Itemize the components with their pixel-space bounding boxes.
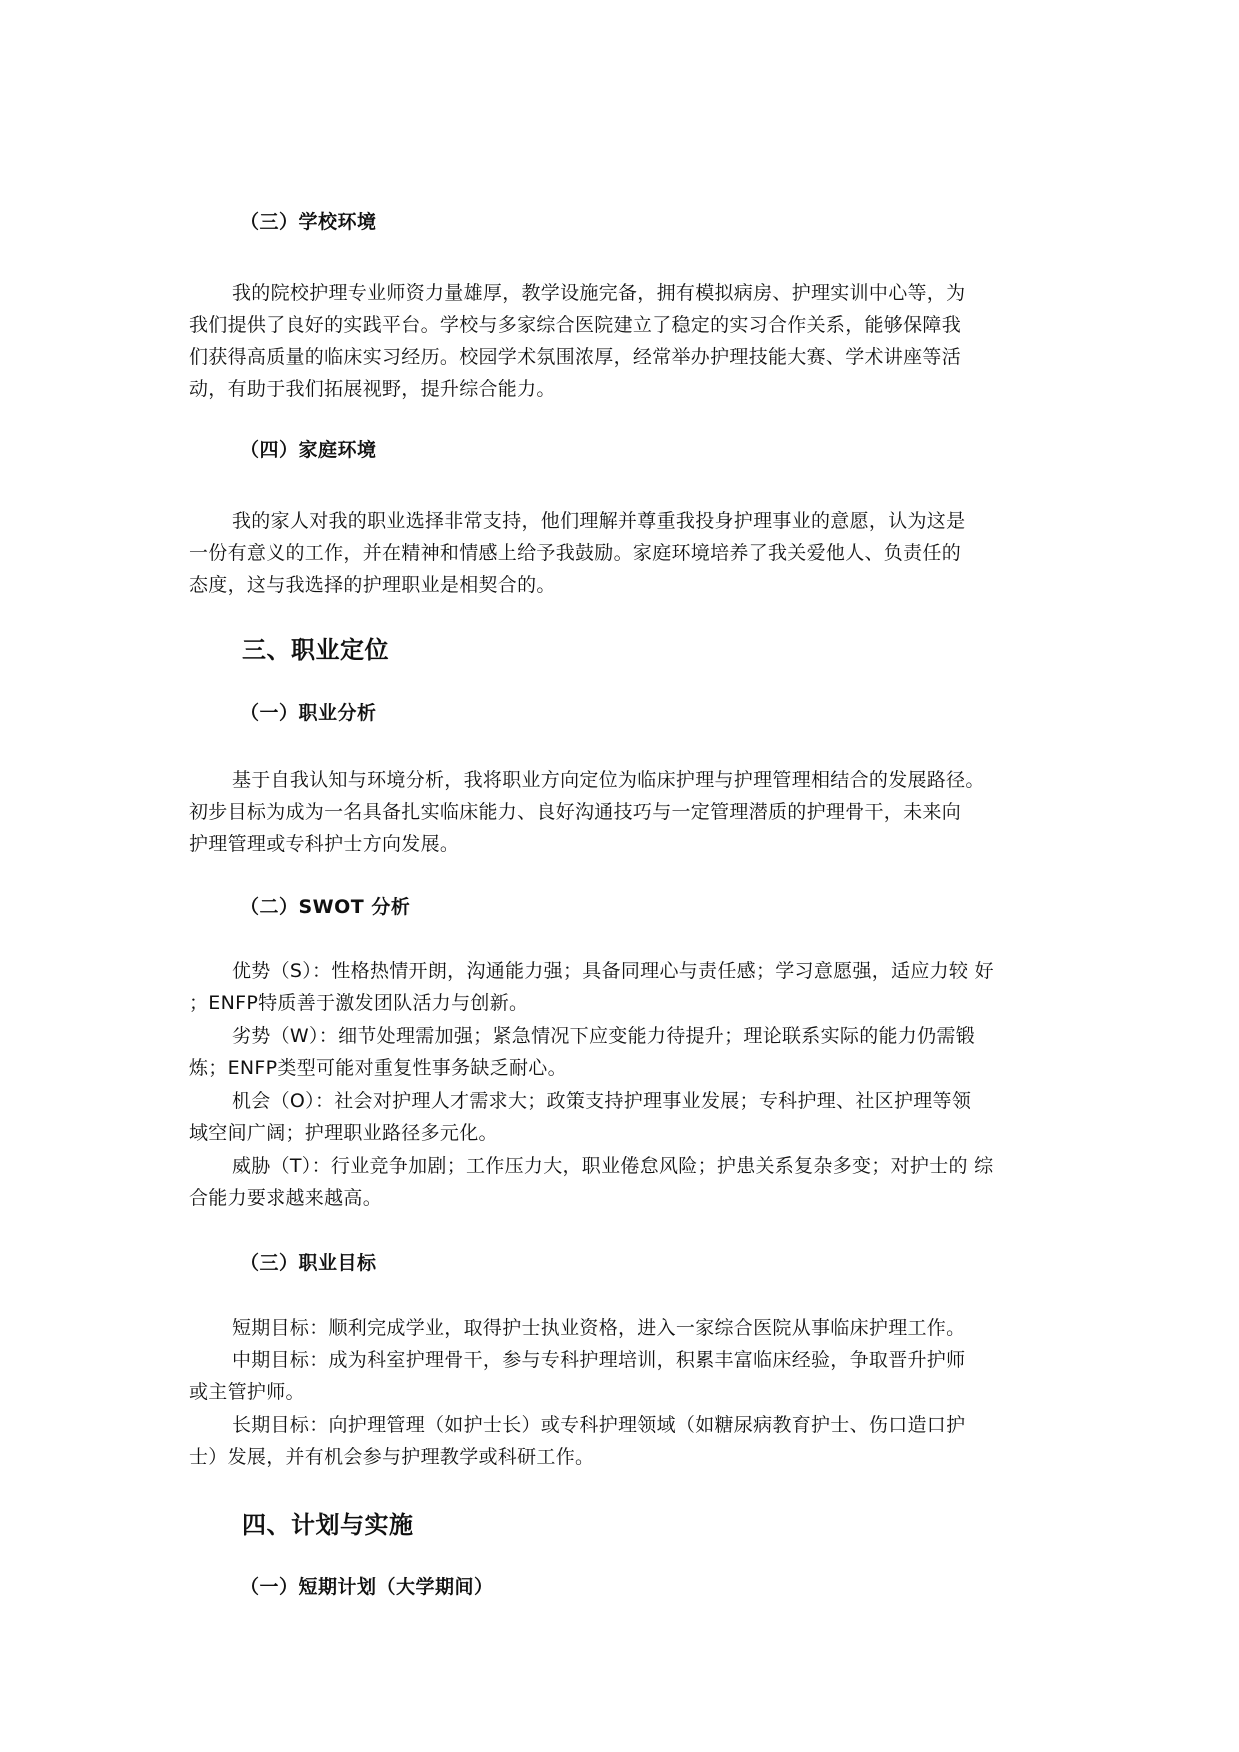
swot-strengths-line-1: 优势（S）：性格热情开朗，沟通能力强；具备同理心与责任感；学习意愿强，适应力较 好 bbox=[232, 960, 994, 982]
goals-mid-term-line-1: 中期目标：成为科室护理骨干，参与专科护理培训，积累丰富临床经验，争取晋升护师 bbox=[232, 1349, 966, 1371]
goals-short-term: 短期目标：顺利完成学业，取得护士执业资格，进入一家综合医院从事临床护理工作。 bbox=[232, 1317, 966, 1339]
heading-career-analysis: （一）职业分析 bbox=[240, 702, 377, 724]
heading-family-environment: （四）家庭环境 bbox=[240, 439, 377, 461]
goals-long-term-line-2: 士）发展，并有机会参与护理教学或科研工作。 bbox=[189, 1446, 595, 1468]
swot-opportunities-line-2: 域空间广阔；护理职业路径多元化。 bbox=[189, 1122, 498, 1144]
swot-threats-line-1: 威胁（T）：行业竞争加剧；工作压力大，职业倦怠风险；护患关系复杂多变；对护士的 综 bbox=[232, 1155, 994, 1177]
family-line-3: 态度，这与我选择的护理职业是相契合的。 bbox=[189, 574, 556, 596]
goals-long-term-line-1: 长期目标：向护理管理（如护士长）或专科护理领域（如糖尿病教育护士、伤口造口护 bbox=[232, 1414, 966, 1436]
heading-short-term-plan: （一）短期计划（大学期间） bbox=[240, 1576, 494, 1598]
family-line-2: 一份有意义的工作，并在精神和情感上给予我鼓励。家庭环境培养了我关爱他人、负责任的 bbox=[189, 542, 962, 564]
analysis-line-3: 护理管理或专科护士方向发展。 bbox=[189, 833, 460, 855]
heading-career-goals: （三）职业目标 bbox=[240, 1252, 377, 1274]
swot-threats-line-2: 合能力要求越来越高。 bbox=[189, 1187, 383, 1209]
section-title-plan-implementation: 四、计划与实施 bbox=[242, 1511, 414, 1539]
analysis-line-2: 初步目标为成为一名具备扎实临床能力、良好沟通技巧与一定管理潜质的护理骨干，未来向 bbox=[189, 801, 962, 823]
school-line-2: 我们提供了良好的实践平台。学校与多家综合医院建立了稳定的实习合作关系，能够保障我 bbox=[189, 314, 962, 336]
swot-opportunities-line-1: 机会（O）：社会对护理人才需求大；政策支持护理事业发展；专科护理、社区护理等领 bbox=[232, 1090, 972, 1112]
swot-weaknesses-line-2: 炼；ENFP类型可能对重复性事务缺乏耐心。 bbox=[189, 1057, 567, 1079]
school-line-3: 们获得高质量的临床实习经历。校园学术氛围浓厚，经常举办护理技能大赛、学术讲座等活 bbox=[189, 346, 962, 368]
goals-mid-term-line-2: 或主管护师。 bbox=[189, 1381, 305, 1403]
school-line-4: 动，有助于我们拓展视野，提升综合能力。 bbox=[189, 378, 556, 400]
analysis-line-1: 基于自我认知与环境分析，我将职业方向定位为临床护理与护理管理相结合的发展路径。 bbox=[232, 769, 985, 791]
school-line-1: 我的院校护理专业师资力量雄厚，教学设施完备，拥有模拟病房、护理实训中心等，为 bbox=[232, 282, 966, 304]
heading-school-environment: （三）学校环境 bbox=[240, 211, 377, 233]
swot-strengths-line-2: ；ENFP特质善于激发团队活力与创新。 bbox=[189, 992, 529, 1014]
heading-swot-analysis: （二）SWOT 分析 bbox=[240, 896, 411, 918]
section-title-career-positioning: 三、职业定位 bbox=[242, 636, 389, 664]
family-line-1: 我的家人对我的职业选择非常支持，他们理解并尊重我投身护理事业的意愿，认为这是 bbox=[232, 510, 966, 532]
swot-weaknesses-line-1: 劣势（W）：细节处理需加强；紧急情况下应变能力待提升；理论联系实际的能力仍需锻 bbox=[232, 1025, 975, 1047]
